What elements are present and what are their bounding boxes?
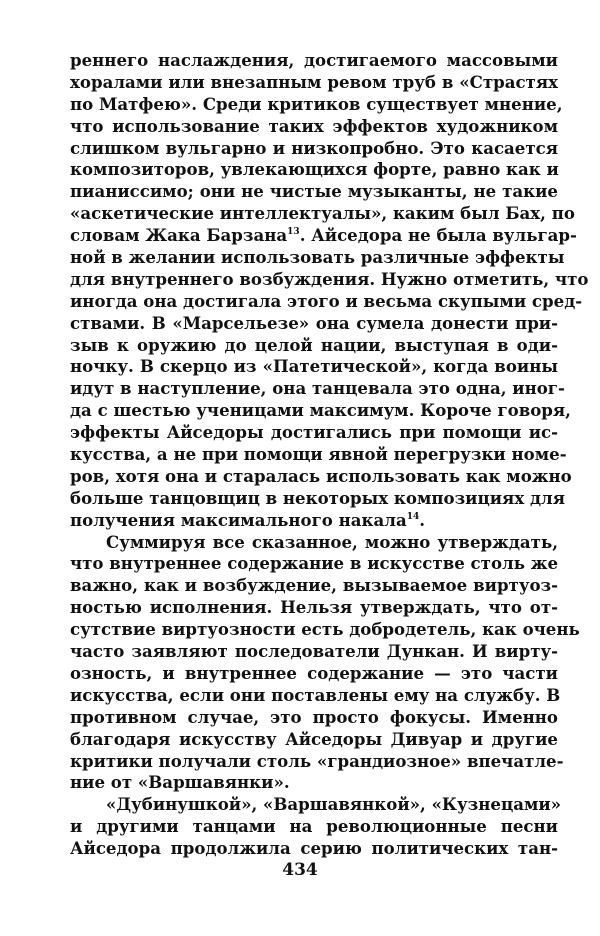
text-line: зыв к оружию до целой нации, выступая в оди- — [70, 334, 558, 355]
paragraph — [70, 794, 562, 860]
text-line: ствами. В «Марсельезе» она сумела донести при- — [70, 312, 558, 333]
page-body-text — [70, 50, 589, 860]
text-line — [70, 510, 558, 532]
text-line: озность, и внутреннее содержание — это части — [70, 662, 558, 683]
text-line: реннего наслаждения, достигаемого массовыми — [70, 50, 558, 70]
text-line: по Матфею». Среди критиков существует мнение, — [70, 93, 563, 114]
text-span: словам Жака Барзана — [70, 225, 288, 246]
text-line: сутствие виртуозности есть добродетель, как очень — [70, 619, 580, 640]
text-line: благодаря искусству Айседоры Дивуар и другие — [70, 728, 558, 749]
text-line: для внутреннего возбуждения. Нужно отметить, что — [70, 268, 589, 289]
footnote-marker: 13 — [287, 227, 300, 238]
text-line: иногда она достигала этого и весьма скупыми сред- — [70, 290, 583, 311]
text-line: критики получали столь «грандиозное» впечатле- — [70, 750, 564, 771]
text-line: важно, как и возбуждение, вызываемое виртуоз- — [70, 575, 558, 596]
text-line: идут в наступление, она танцевала это одна, иног- — [70, 378, 565, 399]
text-span: . Айседора не была вульгар- — [299, 225, 577, 246]
paragraph — [70, 531, 580, 795]
text-line: композиторов, увлекающихся форте, равно как и — [70, 159, 559, 180]
paragraph — [70, 50, 589, 532]
text-line: ночку. В скерцо из «Патетической», когда воины — [70, 356, 558, 377]
text-line: кусства, а не при помощи явной перегрузки номе- — [70, 444, 567, 465]
text-line: «аскетические интеллектуалы», каким был Бах, по — [70, 203, 575, 224]
page-number: 434 — [282, 860, 318, 880]
text-line: эффекты Айседоры достигались при помощи ис- — [70, 422, 558, 443]
text-line: слишком вульгарно и низкопробно. Это касается — [70, 137, 558, 158]
text-line — [70, 225, 577, 247]
text-line: да с шестью ученицами максимум. Короче говоря, — [70, 400, 571, 421]
text-line: искусства, если они поставлены ему на службу. В — [70, 684, 561, 705]
text-line: ной в желании использовать различные эффекты — [70, 247, 565, 268]
text-line: больше танцовщиц в некоторых композициях для — [70, 487, 566, 508]
text-span: получения максимального накала — [70, 509, 407, 530]
text-line: Суммируя все сказанное, можно утверждать, — [106, 531, 558, 552]
text-line: ров, хотя она и старалась использовать как можно — [70, 465, 572, 486]
text-line: противном случае, это просто фокусы. Именно — [70, 706, 558, 727]
text-line: что внутреннее содержание в искусстве столь же — [70, 553, 559, 574]
text-span: . — [419, 509, 426, 530]
text-line: Айседора продолжила серию политических тан- — [70, 838, 558, 859]
text-line: и другими танцами на революционные песни — [70, 816, 558, 837]
footnote-marker: 14 — [406, 511, 420, 522]
text-line: что использование таких эффектов художником — [70, 115, 558, 136]
text-line: «Дубинушкой», «Варшавянкой», «Кузнецами» — [106, 794, 562, 815]
text-line: ние от «Варшавянки». — [70, 772, 290, 793]
text-line: ностью исполнения. Нельзя утверждать, что от- — [70, 597, 558, 618]
text-line: хоралами или внезапным ревом труб в «Страстях — [70, 71, 558, 92]
text-line: пианиссимо; они не чистые музыканты, не такие — [70, 181, 558, 202]
text-line: часто заявляют последователи Дункан. И вирту- — [70, 641, 558, 662]
